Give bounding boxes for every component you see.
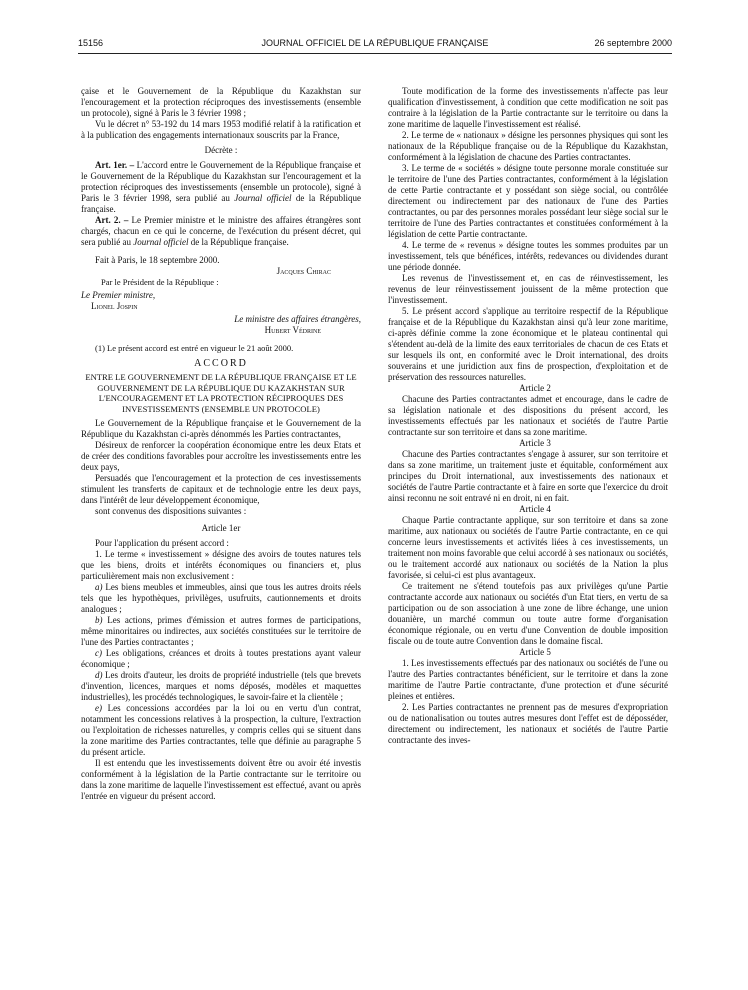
paragraph: çaise et le Gouvernement de la République du Kazakhstan sur l'encouragement et la protection réciproques des investissements (ensemble un protocole), signé à Paris le 3 février 1998 ; — [81, 86, 361, 118]
ministre-name: Hubert Védrine — [264, 325, 321, 335]
paragraph: 5. Le présent accord s'applique au territoire respectif de la République française et de la République du Kazakhstan ainsi qu'à leur zone maritime, ci-après définie comme la zone économique et le plateau continental qui s'étendent au-delà de la limite des eaux territoriales de chacun de ces Etats et sur lesquels ils ont, en conformité avec le Droit international, des droits souverains et une juridiction aux fins de prospection, d'exploitation et de préservation des ressources naturelles. — [388, 306, 668, 382]
paragraph: 2. Le terme de « nationaux » désigne les personnes physiques qui sont les nationaux de la République française ou de la République du Kazakhstan, conformément à la législation de chacune des Parties contractantes. — [388, 130, 668, 162]
paragraph: 1. Le terme « investissement » désigne des avoirs de toutes natures tels que les biens, droits et intérêts économiques ou financiers et, plus particulièrement mais non exclusivement : — [81, 549, 361, 581]
article-label: Art. 2. – — [95, 215, 129, 225]
journal-title: JOURNAL OFFICIEL DE LA RÉPUBLIQUE FRANÇAISE — [261, 38, 489, 48]
publication-date: 26 septembre 2000 — [594, 38, 672, 48]
paragraph: Chaque Partie contractante applique, sur son territoire et dans sa zone maritime, aux nationaux ou sociétés de l'autre Partie contractante, en ce qui concerne leurs investissements et activités liées à ces investissements, un traitement non moins favorable que celui accordé à ses nationaux ou sociétés, ou le traitement accordé aux nationaux ou sociétés de la Nation la plus favorisée, si celui-ci est plus avantageux. — [388, 515, 668, 580]
list-item: c) Les obligations, créances et droits à toutes prestations ayant valeur économique ; — [81, 648, 361, 669]
premier-ministre-name: Lionel Jospin — [91, 301, 138, 311]
footnote: (1) Le présent accord est entré en vigueur le 21 août 2000. — [95, 343, 294, 353]
list-item: b) Les actions, primes d'émission et autres formes de participations, même minoritaires ou indirectes, aux sociétés constituées sur le territoire de l'une des Parties contractantes ; — [81, 615, 361, 647]
paragraph: 3. Le terme de « sociétés » désigne toute personne morale constituée sur le territoire de l'une des Parties contractantes, conformément à la législation de cette Partie contractante et y possédant son siège social, ou contrôlée directement ou indirectement par des nationaux de l'une des Parties contractantes, ou par des personnes morales possédant leur siège social sur le territoire de l'une des Parties contractantes et constituées conformément à la législation de cette Partie contractante. — [388, 163, 668, 239]
article-1-heading: Article 1er — [201, 523, 241, 533]
paragraph: 4. Le terme de « revenus » désigne toutes les sommes produites par un investissement, tels que bénéfices, intérêts, redevances ou dividendes durant une période donnée. — [388, 240, 668, 272]
paragraph: Les revenus de l'investissement et, en cas de réinvestissement, les revenus de leur réinvestissement jouissent de la même protection que l'investissement. — [388, 273, 668, 305]
article-4-heading: Article 4 — [519, 504, 551, 514]
article-3-heading: Article 3 — [519, 438, 551, 448]
accord-title: ACCORD — [194, 358, 248, 369]
president-name: Jacques Chirac — [276, 266, 331, 276]
paragraph: 2. Les Parties contractantes ne prennent pas de mesures d'expropriation ou de nationalisation ou toutes autres mesures dont l'effet est de déposséder, directement ou indirectement, les nationaux et sociétés de l'autre Partie contractante des inves- — [388, 702, 668, 745]
paragraph: Il est entendu que les investissements doivent être ou avoir été investis conformément à la législation de la Partie contractante sur le territoire ou dans la zone maritime de laquelle l'investissement est effectué, avant ou après l'entrée en vigueur du présent accord. — [81, 758, 361, 801]
paragraph: 1. Les investissements effectués par des nationaux ou sociétés de l'une ou l'autre des Parties contractantes bénéficient, sur le territoire et dans la zone maritime de l'autre Partie contractante, d'une protection et d'une sécurité pleines et entières. — [388, 658, 668, 701]
right-column — [388, 86, 668, 746]
paragraph: sont convenus des dispositions suivantes : — [95, 506, 247, 516]
paragraph: Persuadés que l'encouragement et la protection de ces investissements stimulent les transferts de capitaux et de technologie entre les deux pays, dans l'intérêt de leur développement économique, — [81, 473, 361, 505]
decrete-line: Décrète : — [204, 145, 238, 155]
paragraph: Chacune des Parties contractantes admet et encourage, dans le cadre de sa législation nationale et des dispositions du présent accord, les investissements effectués par les nationaux et sociétés de l'autre Partie contractante sur son territoire et dans sa zone maritime. — [388, 394, 668, 437]
paragraph: Pour l'application du présent accord : — [95, 538, 229, 548]
paragraph: Chacune des Parties contractantes s'engage à assurer, sur son territoire et dans sa zone maritime, un traitement juste et équitable, conformément aux principes du Droit international, aux investissements des nationaux et sociétés de l'autre Partie contractante et à faire en sorte que l'exercice du droit ainsi reconnu ne soit entravé ni en droit, ni en fait. — [388, 449, 668, 503]
article-2-decree: Art. 2. – Le Premier ministre et le ministre des affaires étrangères sont chargés, chacun en ce qui le concerne, de l'exécution du présent décret, qui sera publié au Journal officiel de la République française. — [81, 215, 361, 247]
paragraph: Vu le décret n° 53-192 du 14 mars 1953 modifié relatif à la ratification et à la publication des engagements internationaux souscrits par la France, — [81, 119, 361, 140]
accord-subtitle: ENTRE LE GOUVERNEMENT DE LA RÉPUBLIQUE FRANÇAISE ET LE GOUVERNEMENT DE LA RÉPUBLIQUE DU KAZAKHSTAN SUR L'ENCOURAGEMENT ET LA PROTECTION RÉCIPROQUES DES INVESTISSEMENTS (ENSEMBLE UN PROTOCOLE) — [85, 372, 357, 414]
page-number: 15156 — [78, 38, 104, 48]
article-1-decree: Art. 1er. – L'accord entre le Gouvernement de la République française et le Gouvernement de la République du Kazakhstan sur l'encouragement et la protection réciproques des investissements (ensemble un protocole), signé à Paris le 3 février 1998, sera publié au Journal officiel de la République française. — [81, 160, 361, 214]
paragraph: Désireux de renforcer la coopération économique entre les deux Etats et de créer des conditions favorables pour accroître les investissements entre les deux pays, — [81, 440, 361, 472]
page-header — [78, 38, 672, 52]
paragraph: Ce traitement ne s'étend toutefois pas aux privilèges qu'une Partie contractante accorde aux nationaux ou sociétés d'un Etat tiers, en vertu de sa participation ou de son association à une zone de libre échange, une union douanière, un marché commun ou toute autre forme d'organisation économique régionale, ou en vertu d'une Convention de double imposition fiscale ou de toute autre Convention dans le domaine fiscal. — [388, 581, 668, 646]
article-2-heading: Article 2 — [519, 383, 551, 393]
list-item: a) Les biens meubles et immeubles, ainsi que tous les autres droits réels tels que les hypothèques, privilèges, usufruits, cautionnements et droits analogues ; — [81, 582, 361, 614]
paragraph: Le Gouvernement de la République française et le Gouvernement de la République du Kazakhstan ci-après dénommés les Parties contractantes, — [81, 418, 361, 439]
signature-date: Fait à Paris, le 18 septembre 2000. — [95, 255, 220, 265]
paragraph: Toute modification de la forme des investissements n'affecte pas leur qualification d'investissement, à condition que cette modification ne soit pas contraire à la législation de la Partie contractante sur le territoire ou dans la zone maritime de laquelle l'investissement est réalisé. — [388, 86, 668, 129]
header-rule — [78, 53, 672, 54]
article-label: Art. 1er. – — [95, 160, 135, 170]
premier-ministre: Le Premier ministre, — [81, 290, 156, 300]
par-le-president: Par le Président de la République : — [101, 277, 219, 287]
ministre-affaires-etrangeres: Le ministre des affaires étrangères, — [234, 314, 361, 324]
left-column — [81, 86, 361, 802]
list-item: e) Les concessions accordées par la loi ou en vertu d'un contrat, notamment les concessions relatives à la prospection, la culture, l'extraction ou l'exploitation de richesses naturelles, y compris celles qui se situent dans la zone maritime des Parties contractantes, telle que définie au paragraphe 5 du présent article. — [81, 703, 361, 757]
article-5-heading: Article 5 — [519, 647, 551, 657]
list-item: d) Les droits d'auteur, les droits de propriété industrielle (tels que brevets d'invention, licences, marques et noms déposés, modèles et maquettes industrielles), les procédés technologiques, le savoir-faire et la clientèle ; — [81, 670, 361, 702]
